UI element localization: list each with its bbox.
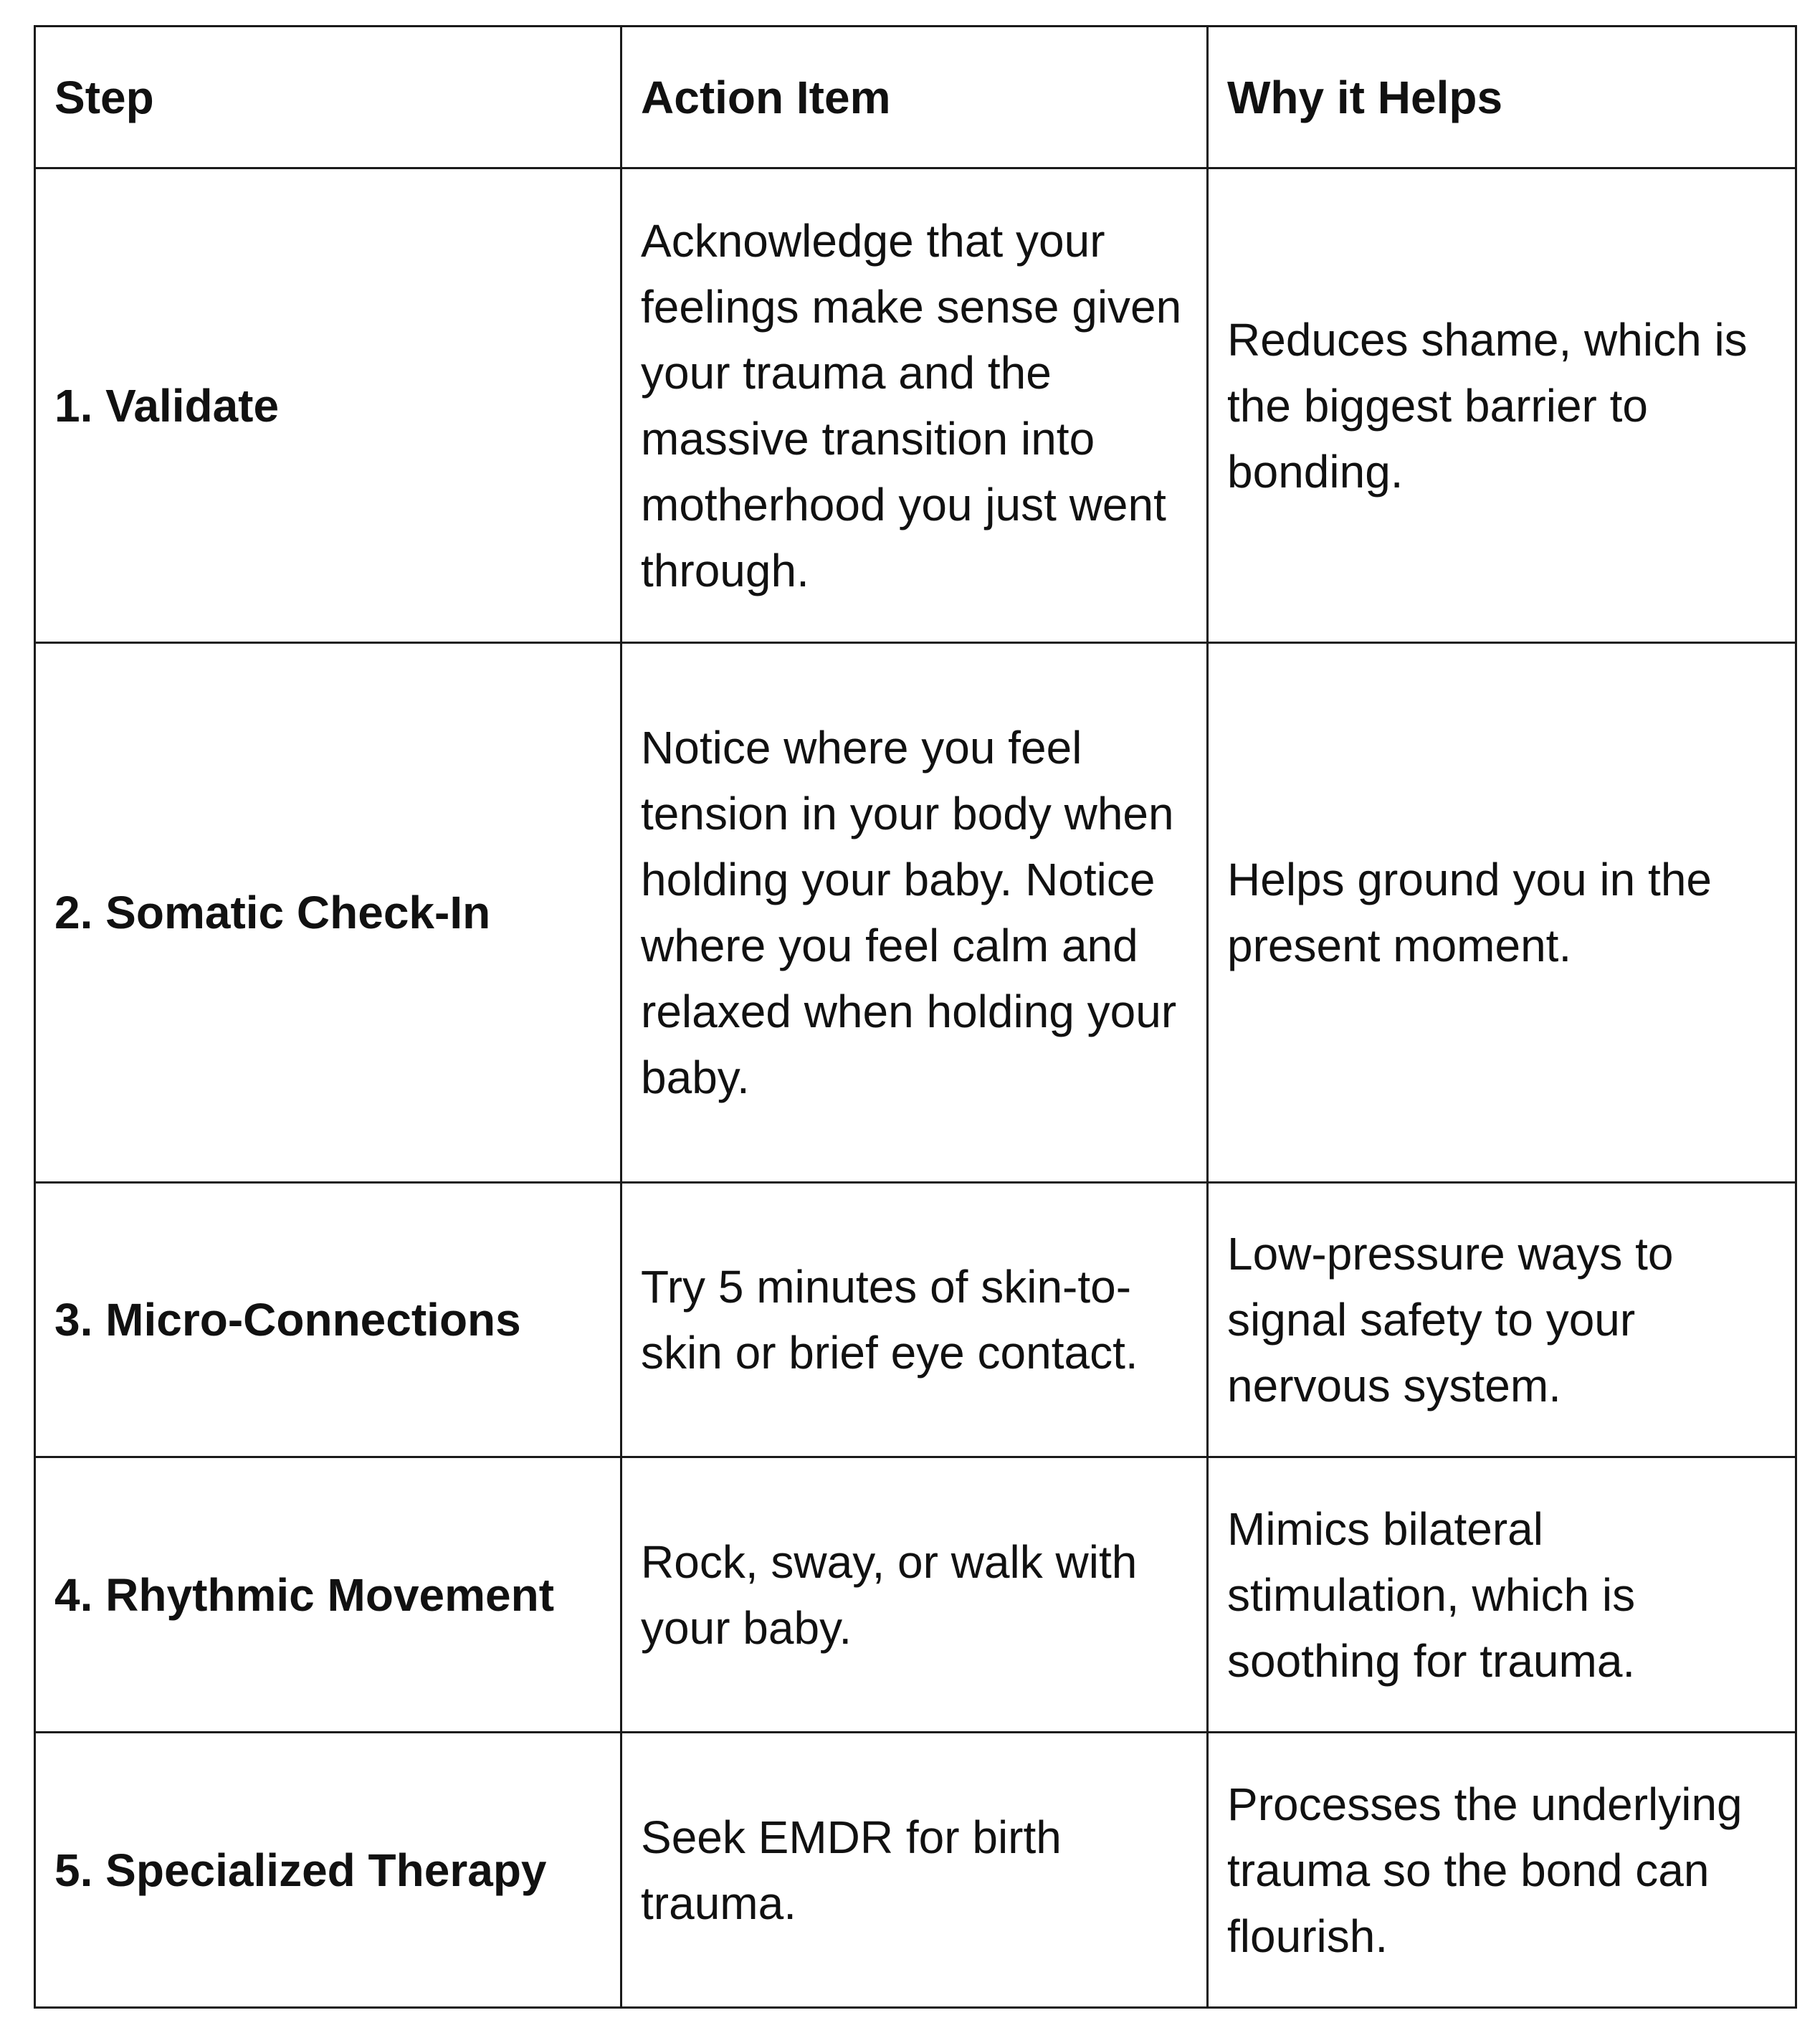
action-cell: Acknowledge that your feelings make sense given your trauma and the massive transition into motherhood you just went through. [621,168,1208,643]
header-step: Step [35,27,621,168]
table-row [35,1457,1796,1733]
action-cell: Seek EMDR for birth trauma. [621,1733,1208,2008]
step-cell: 4. Rhythmic Movement [35,1457,621,1733]
table-row [35,1183,1796,1457]
header-action-item: Action Item [621,27,1208,168]
why-cell: Processes the underlying trauma so the bond can flourish. [1208,1733,1796,2008]
table-header-row [35,27,1796,168]
step-cell: 3. Micro-Connections [35,1183,621,1457]
why-cell: Reduces shame, which is the biggest barrier to bonding. [1208,168,1796,643]
action-cell: Notice where you feel tension in your body when holding your baby. Notice where you feel calm and relaxed when holding your baby. [621,643,1208,1183]
why-cell: Low-pressure ways to signal safety to your nervous system. [1208,1183,1796,1457]
action-cell: Try 5 minutes of skin-to-skin or brief eye contact. [621,1183,1208,1457]
why-cell: Mimics bilateral stimulation, which is soothing for trauma. [1208,1457,1796,1733]
table-row [35,168,1796,643]
table-row [35,1733,1796,2008]
step-cell: 5. Specialized Therapy [35,1733,621,2008]
steps-table [34,25,1797,2009]
step-cell: 1. Validate [35,168,621,643]
step-cell: 2. Somatic Check-In [35,643,621,1183]
action-cell: Rock, sway, or walk with your baby. [621,1457,1208,1733]
table-row [35,643,1796,1183]
why-cell: Helps ground you in the present moment. [1208,643,1796,1183]
header-why-it-helps: Why it Helps [1208,27,1796,168]
